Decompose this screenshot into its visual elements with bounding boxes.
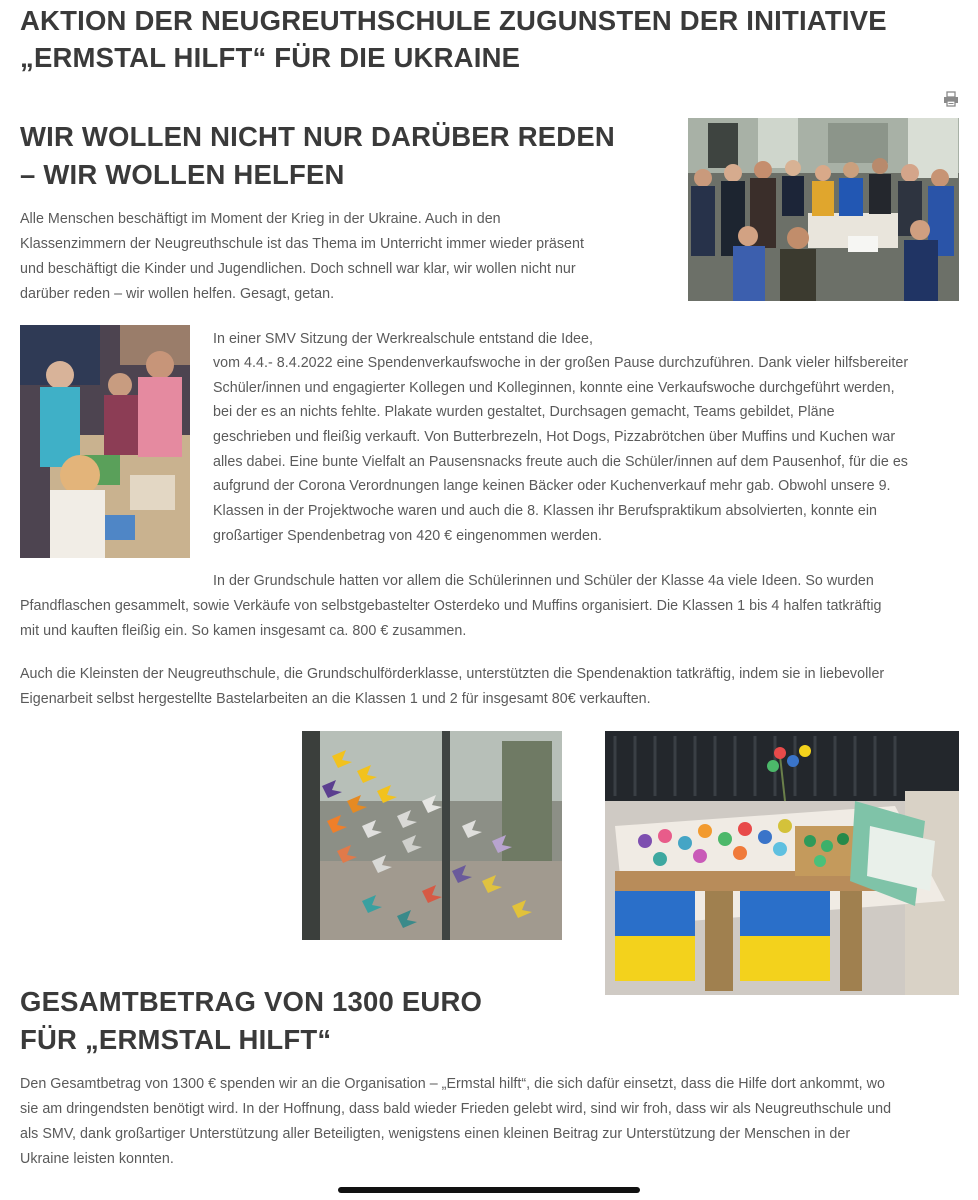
grundschule-line: In der Grundschule hatten vor allem die Schülerinnen und Schüler der Klasse 4a viele Ideen. So wurden	[213, 573, 874, 589]
intro-line: Klassenzimmern der Neugreuthschule ist das Thema im Unterricht immer wieder präsent	[20, 236, 584, 252]
home-indicator[interactable]	[338, 1187, 640, 1193]
smv-line: alles dabei. Eine bunte Vielfalt an Pausensnacks freute auch die Schüler/innen auf dem Pausenhof, für die es	[213, 454, 908, 470]
section-heading-help	[20, 118, 680, 194]
group-photo	[688, 118, 959, 301]
smv-line: Schüler/innen und engagierter Kollegen und Kolleginnen, konnte eine Verkaufswoche durchgeführt werden,	[213, 380, 895, 396]
grundschule-line: Pfandflaschen gesammelt, sowie Verkäufe von selbstgebastelter Osterdeko und Muffins organisiert. Die Klassen 1 bis 4 halfen tatkräftig	[20, 598, 882, 614]
smv-line: aufgrund der Corona Verordnungen lange keinen Bäcker oder Kuchenverkauf mehr gab. Obwohl unsere 9.	[213, 478, 891, 494]
smv-line: In einer SMV Sitzung der Werkrealschule entstand die Idee,	[213, 331, 593, 347]
smv-line: geschrieben und fleißig verkauft. Von Butterbrezeln, Hot Dogs, Pizzabrötchen über Muffins und Kuchen war	[213, 429, 896, 445]
total-line: sie am dringendsten benötigt wird. In der Hoffnung, dass bald wieder Frieden gelebt wird, sind wir froh, dass wir als Neugreuthschule und	[20, 1101, 892, 1117]
section-heading-help-line-2: – WIR WOLLEN HELFEN	[20, 159, 345, 190]
total-line: Ukraine leisten konnten.	[20, 1151, 174, 1167]
smv-line: vom 4.4.- 8.4.2022 eine Spendenverkaufswoche in der großen Pause durchzuführen. Dank vieler hilfsbereiter	[213, 355, 909, 371]
page-title-line-1: AKTION DER NEUGREUTHSCHULE ZUGUNSTEN DER INITIATIVE	[20, 5, 887, 36]
intro-line: und beschäftigt die Kinder und Jugendlichen. Doch schnell war klar, wir wollen nicht nur	[20, 261, 576, 277]
section-heading-total-line-2: FÜR „ERMSTAL HILFT“	[20, 1024, 332, 1055]
total-line: Den Gesamtbetrag von 1300 € spenden wir an die Organisation – „Ermstal hilft“, die sich dafür einsetzt, dass die Hilfe dort ankommt, wo	[20, 1076, 885, 1092]
smv-line: bei der es an nichts fehlte. Plakate wurden gestaltet, Durchsagen gemacht, Teams gebildet, Pläne	[213, 404, 835, 420]
kleinste-line: Eigenarbeit selbst hergestellte Bastelarbeiten an die Klassen 1 und 2 für insgesamt 80€ verkauften.	[20, 691, 651, 707]
intro-line: darüber reden – wir wollen helfen. Gesagt, getan.	[20, 286, 335, 302]
smv-line: Klassen in der Projektwoche waren und auch die 8. Klassen ihr Berufspraktikum absolvierten, konnte ein	[213, 503, 878, 519]
section-heading-total-line-1: GESAMTBETRAG VON 1300 EURO	[20, 986, 483, 1017]
print-icon[interactable]	[943, 91, 959, 107]
section-heading-total	[20, 983, 580, 1059]
intro-line: Alle Menschen beschäftigt im Moment der Krieg in der Ukraine. Auch in den	[20, 211, 501, 227]
craft-table-photo	[20, 325, 190, 558]
total-line: als SMV, dank großartiger Unterstützung aller Beteiligten, wenigstens einen kleinen Beitrag zur Unterstützung der Menschen in der	[20, 1126, 851, 1142]
section-heading-help-line-1: WIR WOLLEN NICHT NUR DARÜBER REDEN	[20, 121, 615, 152]
grundschule-line: mit und kauften fleißig ein. So kamen insgesamt ca. 800 € zusammen.	[20, 623, 467, 639]
kleinste-line: Auch die Kleinsten der Neugreuthschule, die Grundschulförderklasse, unterstützten die Spendenaktion tatkräftig, indem sie in liebevoller	[20, 666, 885, 682]
sale-table-photo	[605, 731, 959, 995]
smv-line: großartiger Spendenbetrag von 420 € eingenommen werden.	[213, 528, 602, 544]
page-title	[20, 2, 960, 76]
page-title-line-2: „ERMSTAL HILFT“ FÜR DIE UKRAINE	[20, 42, 521, 73]
paper-doves-photo	[302, 731, 562, 940]
